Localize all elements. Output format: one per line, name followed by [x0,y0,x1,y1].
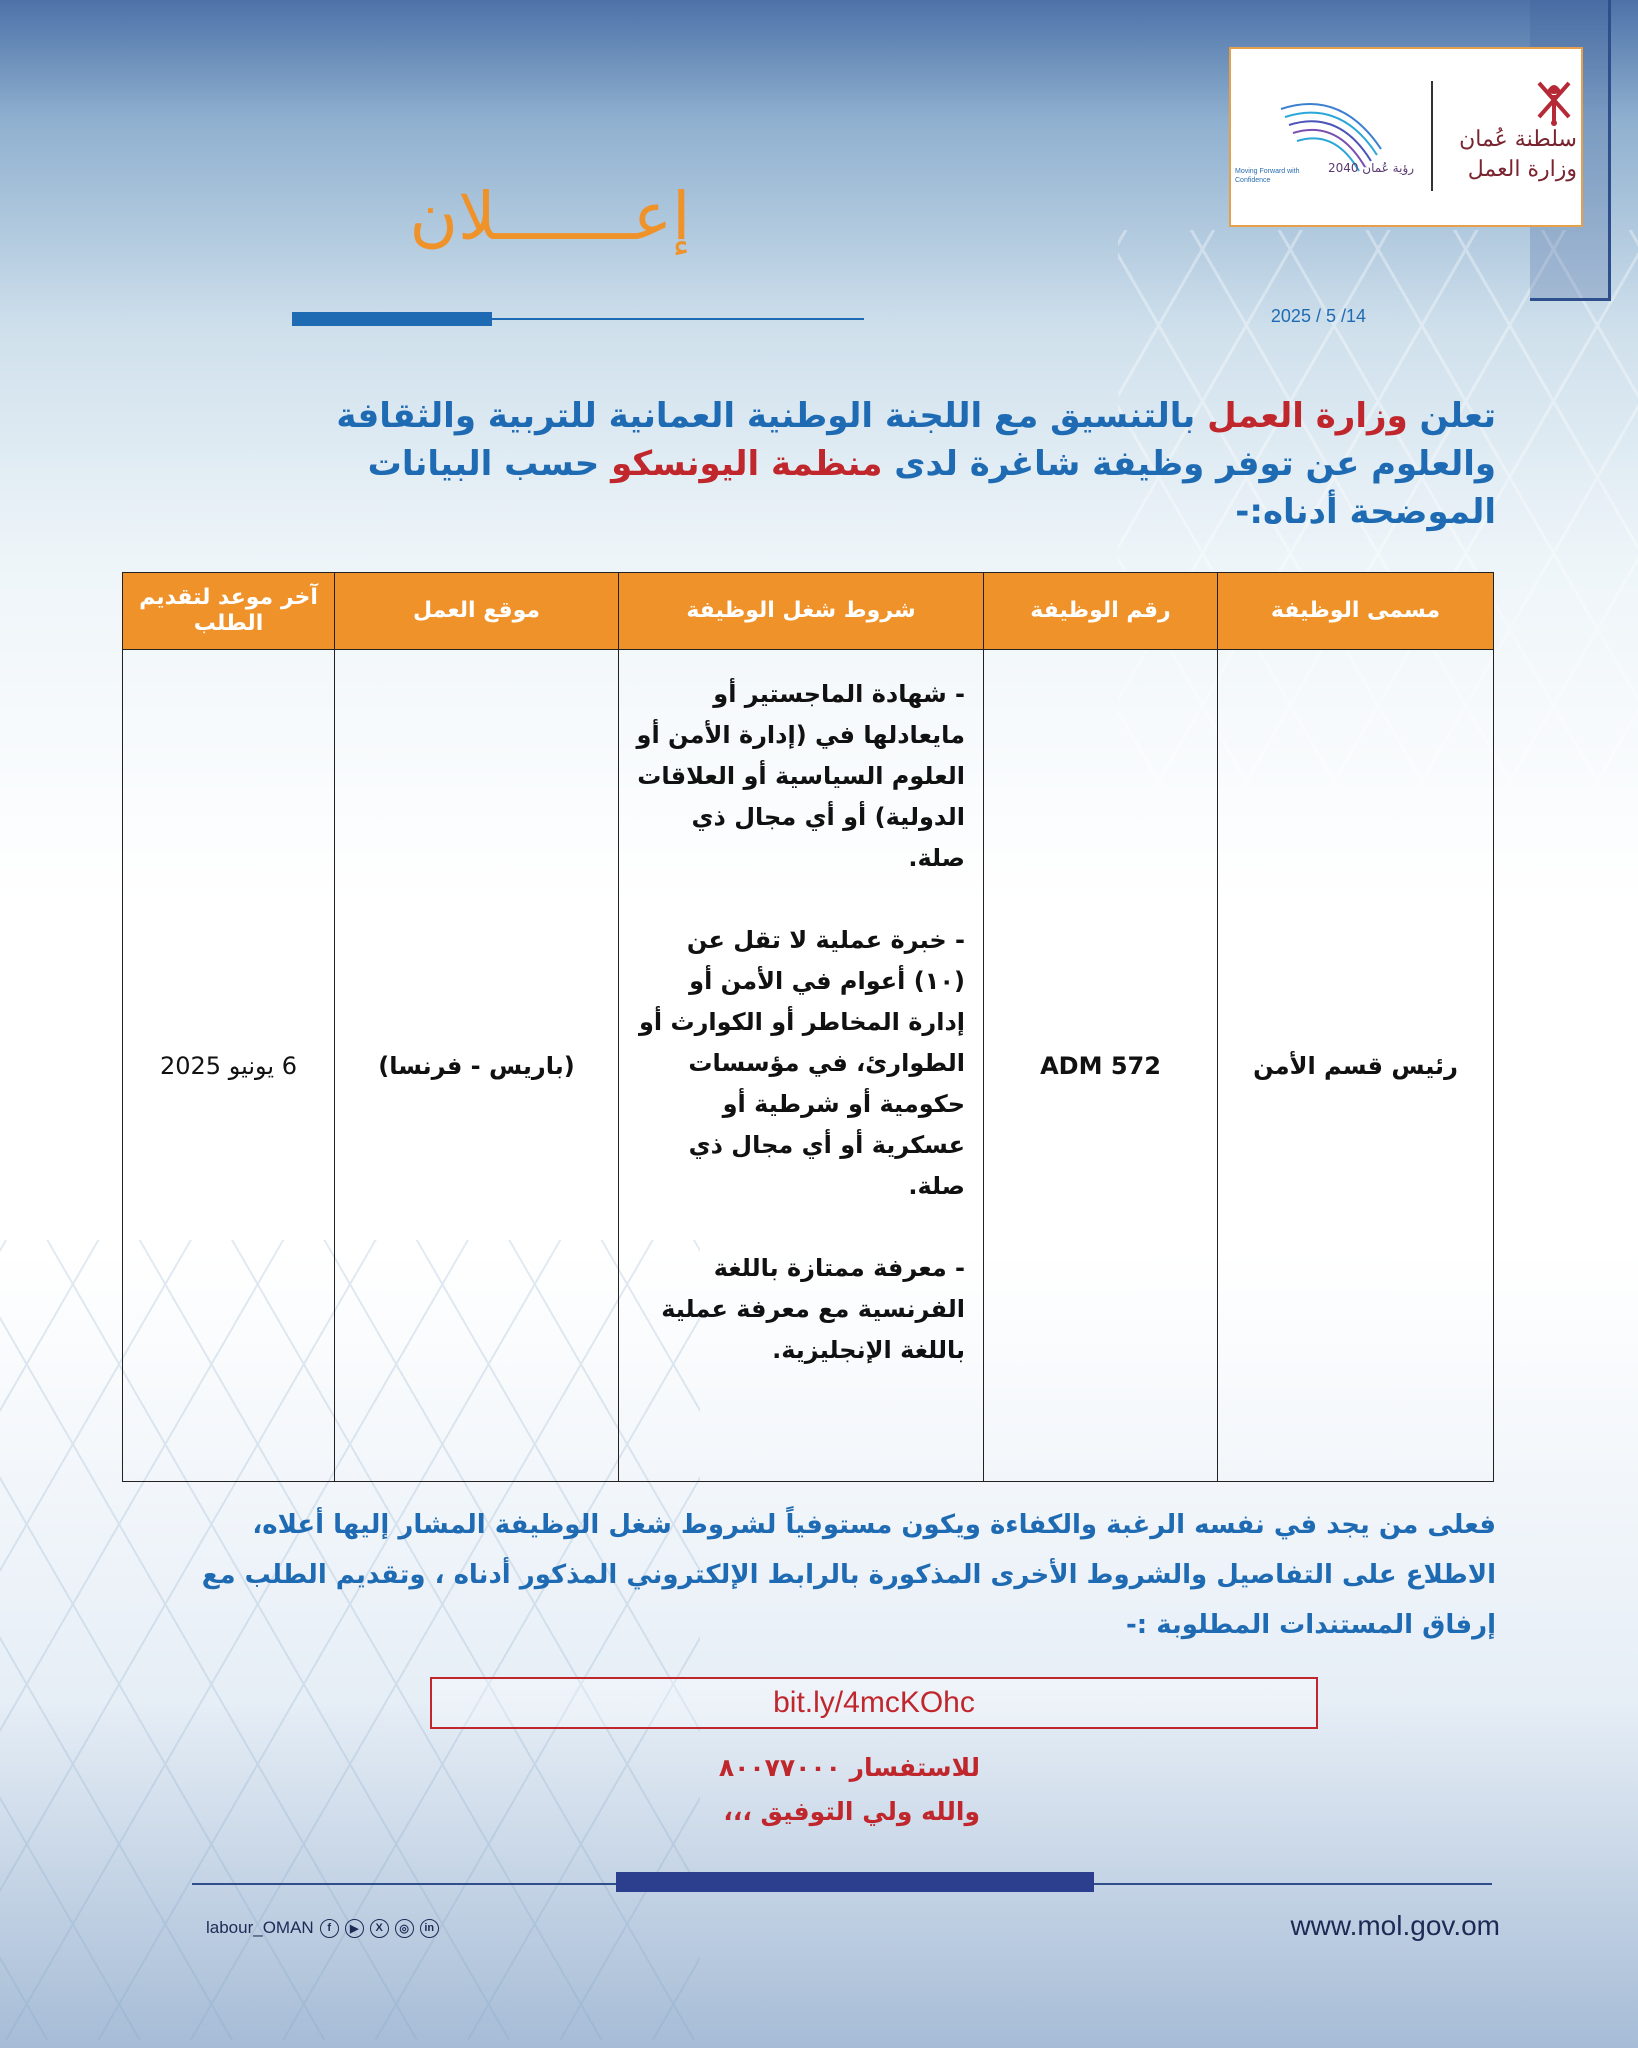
announcement-date: 2025 / 5 /14 [1270,306,1366,326]
table-row [123,650,1494,1482]
vision-tagline: Moving Forward with Confidence [1235,168,1300,184]
application-link[interactable]: bit.ly/4mcKOhc [430,1677,1318,1729]
condition-experience: - خبرة عملية لا تقل عن (١٠) أعوام في الأمن أو إدارة المخاطر أو الكوارث أو الطوارئ، في مؤسسات حكومية أو شرطية أو عسكرية أو أي مجال ذي صلة. [638,926,965,1200]
vision-2040-label: رؤية عُمان 2040 [1327,161,1415,175]
oman-emblem-icon [1531,77,1577,127]
inquiry-phone: للاستفسار ٨٠٠٧٧٠٠٠ [718,1753,980,1782]
header-location: موقع العمل [335,573,619,650]
conditions-cell [619,650,984,1482]
facebook-icon[interactable]: f [320,1919,339,1938]
social-handle[interactable]: labour_OMAN [206,1918,314,1937]
linkedin-icon[interactable]: in [420,1919,439,1938]
ministry-logo-text: سلطنة عُمان وزارة العمل [1459,127,1577,182]
ministry-name-highlight: وزارة العمل [1207,396,1408,436]
header-job-number: رقم الوظيفة [984,573,1218,650]
closing-line: والله ولي التوفيق ،،، [723,1797,980,1826]
instagram-icon[interactable]: ◎ [395,1919,414,1938]
job-number-cell: ADM 572 [984,650,1218,1482]
announcement-title: إعـــــــلان [409,178,691,255]
footer-bar [616,1872,1094,1892]
condition-languages: - معرفة ممتازة باللغة الفرنسية مع معرفة عملية باللغة الإنجليزية. [661,1254,965,1364]
logo-divider [1431,81,1433,191]
job-title-cell: رئيس قسم الأمن [1218,650,1494,1482]
header-job-title: مسمى الوظيفة [1218,573,1494,650]
intro-paragraph: تعلن وزارة العمل بالتنسيق مع اللجنة الوطنية العمانية للتربية والثقافة والعلوم عن توفر وظيفة شاغرة لدى منظمة اليونسكو حسب البيانات الموضحة أدناه:- [336,396,1496,532]
location-cell: (باريس - فرنسا) [335,650,619,1482]
table-header-row [123,573,1494,650]
header-deadline: آخر موعد لتقديم الطلب [123,573,335,650]
header-conditions: شروط شغل الوظيفة [619,573,984,650]
x-icon[interactable]: X [370,1919,389,1938]
application-instructions: فعلى من يجد في نفسه الرغبة والكفاءة ويكون مستوفياً لشروط شغل الوظيفة المشار إليها أعلاه، الاطلاع على التفاصيل والشروط الأخرى المذكورة بالرابط الإلكتروني المذكور أدناه ، وتقديم الطلب مع إرفاق المستندات المطلوبة :- [201,1510,1496,1640]
job-table [122,572,1494,1482]
website-link[interactable]: www.mol.gov.om [1290,1910,1500,1941]
condition-degree: - شهادة الماجستير أو مايعادلها في (إدارة الأمن أو العلوم السياسية أو العلاقات الدولية) أو أي مجال ذي صلة. [636,680,965,872]
unesco-highlight: منظمة اليونسكو [611,444,883,484]
contact-block [600,1746,980,1834]
social-handles [206,1918,439,1938]
youtube-icon[interactable]: ▶ [345,1919,364,1938]
title-underline-thin [492,318,864,320]
logo-box [1229,47,1583,227]
title-underline-thick [292,312,492,326]
deadline-cell: 6 يونيو 2025 [123,650,335,1482]
